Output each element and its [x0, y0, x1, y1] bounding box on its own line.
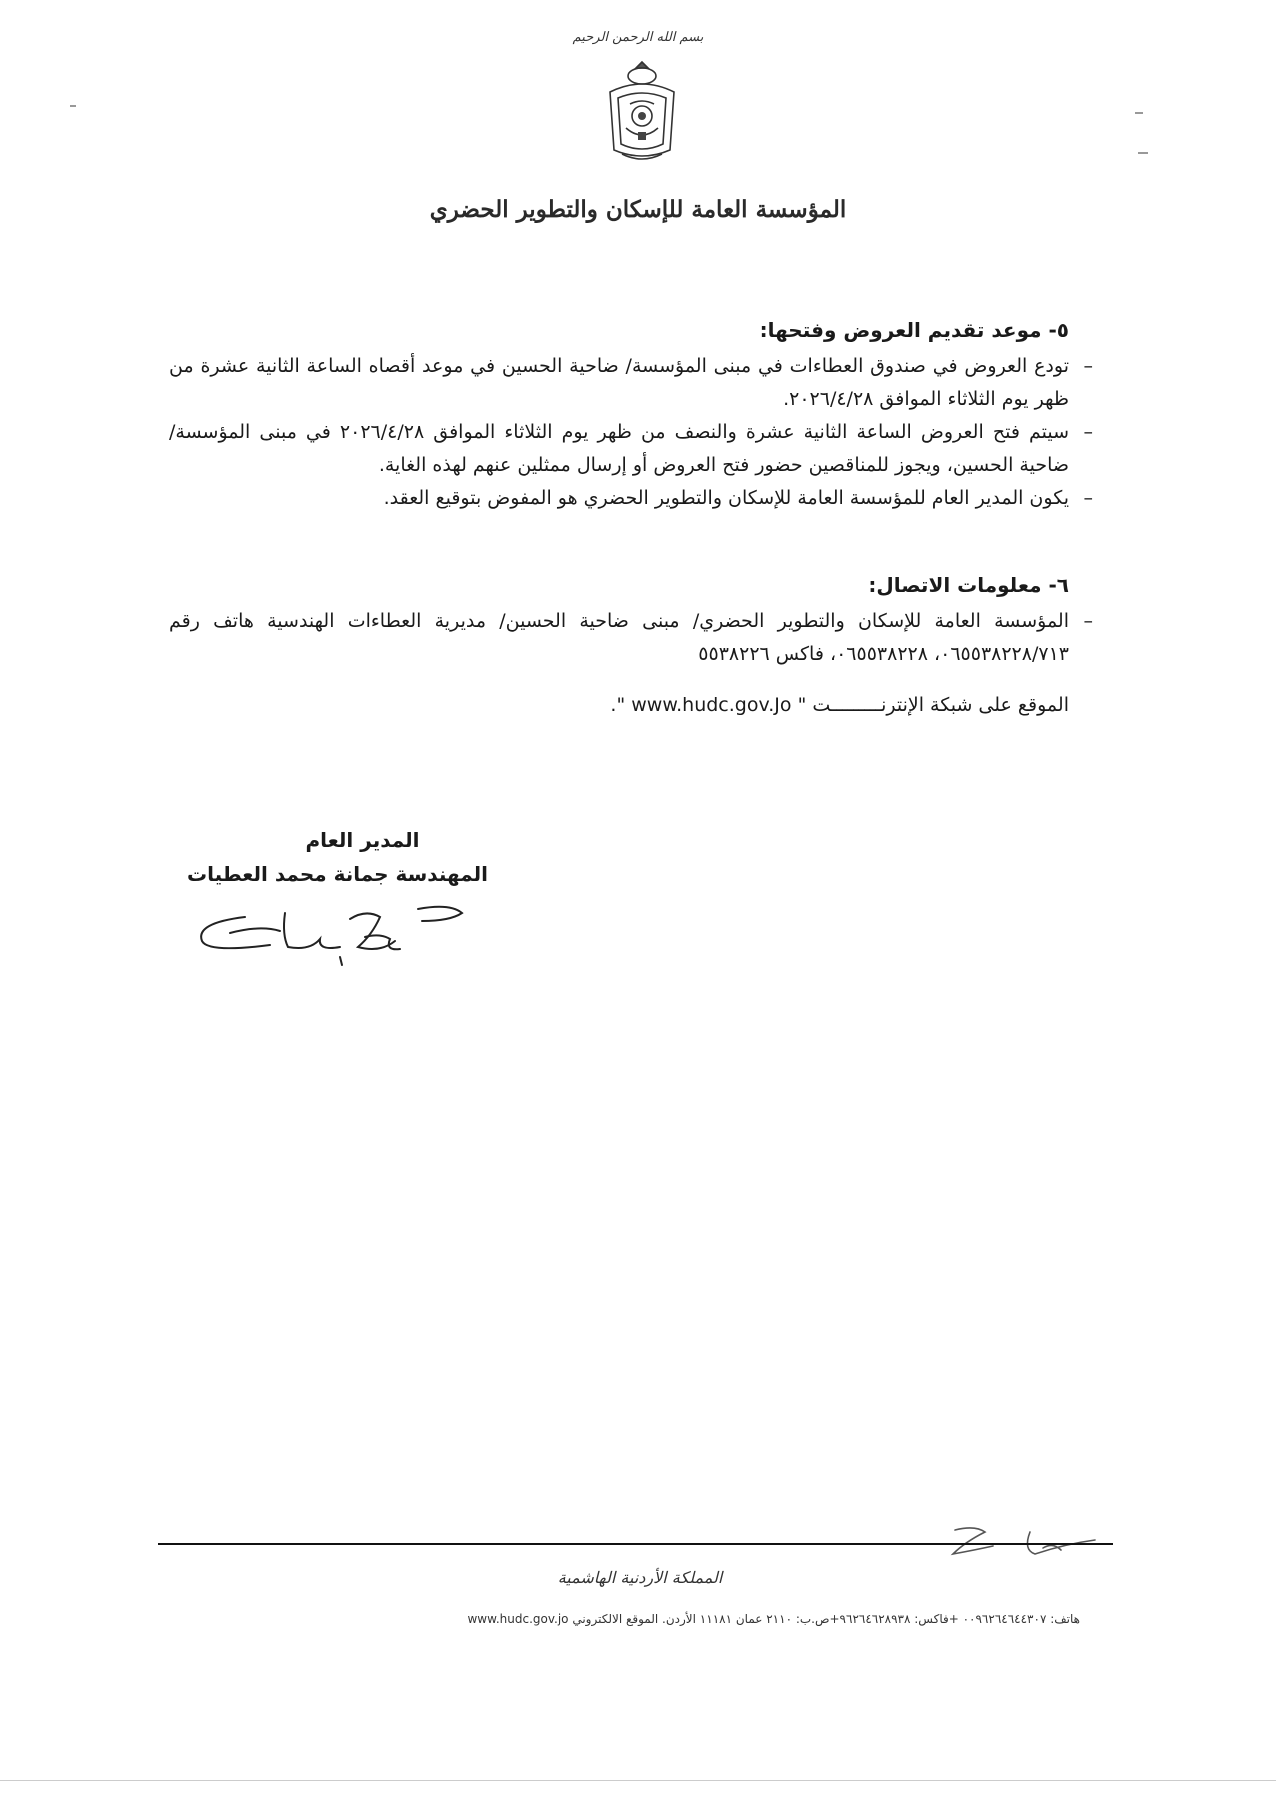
- scan-speck: [1138, 152, 1148, 154]
- footer-divider: [158, 1543, 1113, 1545]
- section-5-item: – سيتم فتح العروض الساعة الثانية عشرة والنصف من ظهر يوم الثلاثاء الموافق ٢٠٢٦/٤/٢٨ في مبنى المؤسسة/ ضاحية الحسين، ويجوز للمناقصين حضور فتح العروض أو إرسال ممثلين عنهم لهذه الغاية.: [169, 416, 1069, 482]
- bullet-dash: –: [1083, 487, 1093, 509]
- footer-contact: هاتف: ٠٠٩٦٢٦٤٦٤٤٣٠٧ +فاكس: ٩٦٢٦٤٦٢٨٩٣٨+ص.ب: ٢١١٠ عمان ١١١٨١ الأردن. الموقع الالكتروني www.hudc.gov.jo: [467, 1612, 1080, 1626]
- organization-name: المؤسسة العامة للإسكان والتطوير الحضري: [429, 196, 847, 223]
- website-line: الموقع على شبكة الإنترنـــــــــت " www.hudc.gov.Jo ".: [610, 694, 1069, 716]
- scan-speck: [1135, 112, 1143, 114]
- handwritten-initials: [935, 1520, 1100, 1570]
- footer-country: المملكة الأردنية الهاشمية: [557, 1568, 723, 1587]
- section-5-title: ٥- موعد تقديم العروض وفتحها:: [759, 318, 1069, 342]
- signatory-name: المهندسة جمانة محمد العطيات: [186, 862, 488, 886]
- coat-of-arms-icon: [600, 58, 684, 164]
- section-6-title: ٦- معلومات الاتصال:: [868, 573, 1069, 597]
- section-6-item: – المؤسسة العامة للإسكان والتطوير الحضري/ مبنى ضاحية الحسين/ مديرية العطاءات الهندسية هاتف رقم ٠٦٥٥٣٨٢٢٨/٧١٣، ٠٦٥٥٣٨٢٢٨، فاكس ٥٥٣٨٢٢٦: [169, 605, 1069, 671]
- handwritten-signature: [190, 895, 480, 975]
- bullet-dash: –: [1083, 421, 1093, 443]
- basmala: بسم الله الرحمن الرحيم: [572, 30, 704, 45]
- bullet-dash: –: [1083, 355, 1093, 377]
- section-5-item: – يكون المدير العام للمؤسسة العامة للإسكان والتطوير الحضري هو المفوض بتوقيع العقد.: [169, 482, 1069, 515]
- bullet-dash: –: [1083, 610, 1093, 632]
- scan-edge: [0, 1780, 1276, 1781]
- section-5-item: – تودع العروض في صندوق العطاءات في مبنى المؤسسة/ ضاحية الحسين في موعد أقصاه الساعة الثانية عشرة من ظهر يوم الثلاثاء الموافق ٢٠٢٦/٤/٢٨.: [169, 350, 1069, 416]
- scan-speck: [70, 105, 76, 107]
- signatory-title: المدير العام: [305, 828, 420, 852]
